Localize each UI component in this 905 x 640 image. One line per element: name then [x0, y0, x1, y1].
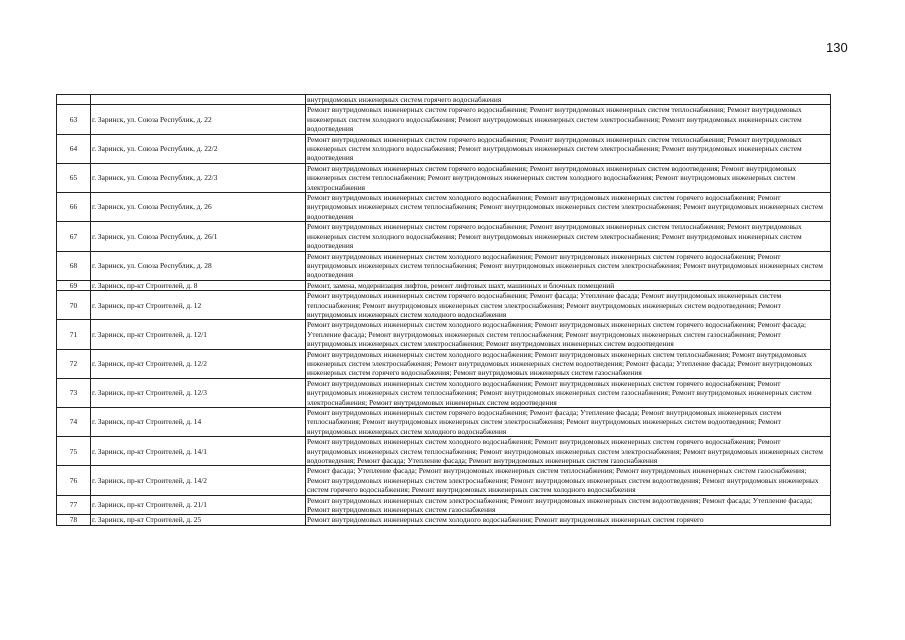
- cell-address: г. Заринск, ул. Союза Республик, д. 26/1: [91, 222, 306, 251]
- cell-address: г. Заринск, ул. Союза Республик, д. 28: [91, 251, 306, 280]
- cell-address: г. Заринск, ул. Союза Республик, д. 22: [91, 105, 306, 134]
- page-number: 130: [826, 40, 848, 55]
- cell-works: внутридомовых инженерных систем горячего водоснабжения: [306, 95, 831, 105]
- cell-address: г. Заринск, пр-кт Строителей, д. 14: [91, 408, 306, 437]
- table-row: [57, 280, 831, 290]
- table-row: [57, 105, 831, 134]
- cell-works: Ремонт внутридомовых инженерных систем электроснабжения; Ремонт внутридомовых инженерных систем водоотведения; Ремонт фасада; Утепление фасада; Ремонт внутридомовых инженерных систем газоснабжения: [306, 495, 831, 515]
- cell-num: 68: [57, 251, 91, 280]
- cell-works: Ремонт, замена, модернизация лифтов, ремонт лифтовых шахт, машинных и блочных помещений: [306, 280, 831, 290]
- cell-num: 71: [57, 320, 91, 349]
- cell-address: г. Заринск, пр-кт Строителей, д. 12: [91, 291, 306, 320]
- table-body: [57, 95, 831, 526]
- cell-num: 76: [57, 466, 91, 495]
- table-row: [57, 495, 831, 515]
- cell-works: Ремонт внутридомовых инженерных систем горячего водоснабжения; Ремонт фасада; Утепление фасада; Ремонт внутридомовых инженерных систем теплоснабжения; Ремонт внутридомовых инженерных систем электроснабжения; Ремонт внутридомовых инженерных систем водоотведения; Ремонт внутридомовых инженерных систем холодного водоснабжения: [306, 408, 831, 437]
- cell-num: 72: [57, 349, 91, 378]
- table-row: [57, 291, 831, 320]
- cell-address: [91, 95, 306, 105]
- cell-address: г. Заринск, пр-кт Строителей, д. 14/2: [91, 466, 306, 495]
- cell-works: Ремонт внутридомовых инженерных систем холодного водоснабжения; Ремонт внутридомовых инженерных систем горячего водоснабжения; Ремонт фасада; Утепление фасада; Ремонт внутридомовых инженерных систем теплоснабжения; Ремонт внутридомовых инженерных систем газоснабжения; Ремонт внутридомовых инженерных систем электроснабжения; Ремонт внутридомовых инженерных систем водоотведения: [306, 320, 831, 349]
- cell-works: Ремонт внутридомовых инженерных систем горячего водоснабжения; Ремонт внутридомовых инженерных систем теплоснабжения; Ремонт внутридомовых инженерных систем холодного водоснабжения; Ремонт внутридомовых инженерных систем электроснабжения; Ремонт внутридомовых инженерных систем водоотведения: [306, 105, 831, 134]
- cell-address: г. Заринск, ул. Союза Республик, д. 26: [91, 193, 306, 222]
- cell-num: 74: [57, 408, 91, 437]
- cell-works: Ремонт внутридомовых инженерных систем холодного водоснабжения; Ремонт внутридомовых инженерных систем теплоснабжения; Ремонт внутридомовых инженерных систем электроснабжения; Ремонт внутридомовых инженерных систем водоотведения; Ремонт фасада; Утепление фасада; Ремонт внутридомовых инженерных систем горячего водоснабжения; Ремонт внутридомовых инженерных систем газоснабжения: [306, 349, 831, 378]
- cell-num: 63: [57, 105, 91, 134]
- cell-num: [57, 95, 91, 105]
- cell-address: г. Заринск, пр-кт Строителей, д. 25: [91, 515, 306, 525]
- cell-num: 64: [57, 134, 91, 163]
- table-row: [57, 251, 831, 280]
- cell-works: Ремонт внутридомовых инженерных систем горячего водоснабжения; Ремонт внутридомовых инженерных систем теплоснабжения; Ремонт внутридомовых инженерных систем холодного водоснабжения; Ремонт внутридомовых инженерных систем электроснабжения; Ремонт внутридомовых инженерных систем водоотведения: [306, 222, 831, 251]
- cell-works: Ремонт внутридомовых инженерных систем горячего водоснабжения; Ремонт фасада; Утепление фасада; Ремонт внутридомовых инженерных систем теплоснабжения; Ремонт внутридомовых инженерных систем электроснабжения; Ремонт внутридомовых инженерных систем водоотведения; Ремонт внутридомовых инженерных систем холодного водоснабжения: [306, 291, 831, 320]
- cell-works: Ремонт внутридомовых инженерных систем холодного водоснабжения; Ремонт внутридомовых инженерных систем горячего водоснабжения; Ремонт внутридомовых инженерных систем теплоснабжения; Ремонт внутридомовых инженерных систем газоснабжения; Ремонт внутридомовых инженерных систем электроснабжения; Ремонт внутридомовых инженерных систем водоотведения: [306, 378, 831, 407]
- cell-address: г. Заринск, пр-кт Строителей, д. 14/1: [91, 437, 306, 466]
- cell-works: Ремонт внутридомовых инженерных систем холодного водоснабжения; Ремонт внутридомовых инженерных систем горячего водоснабжения; Ремонт внутридомовых инженерных систем теплоснабжения; Ремонт внутридомовых инженерных систем электроснабжения; Ремонт внутридомовых инженерных систем водоотведения: [306, 251, 831, 280]
- cell-address: г. Заринск, ул. Союза Республик, д. 22/2: [91, 134, 306, 163]
- cell-num: 67: [57, 222, 91, 251]
- cell-works: Ремонт внутридомовых инженерных систем горячего водоснабжения; Ремонт внутридомовых инженерных систем теплоснабжения; Ремонт внутридомовых инженерных систем холодного водоснабжения; Ремонт внутридомовых инженерных систем электроснабжения; Ремонт внутридомовых инженерных систем водоотведения: [306, 134, 831, 163]
- cell-num: 78: [57, 515, 91, 525]
- table-row: [57, 163, 831, 192]
- table-row: [57, 515, 831, 525]
- cell-works: Ремонт внутридомовых инженерных систем горячего водоснабжения; Ремонт внутридомовых инженерных систем водоотведения; Ремонт внутридомовых инженерных систем теплоснабжения; Ремонт внутридомовых инженерных систем холодного водоснабжения; Ремонт внутридомовых инженерных систем электроснабжения: [306, 163, 831, 192]
- table-row: [57, 349, 831, 378]
- cell-works: Ремонт внутридомовых инженерных систем холодного водоснабжения; Ремонт внутридомовых инженерных систем горячего водоснабжения; Ремонт внутридомовых инженерных систем теплоснабжения; Ремонт внутридомовых инженерных систем электроснабжения; Ремонт внутридомовых инженерных систем водоотведения: [306, 193, 831, 222]
- cell-num: 69: [57, 280, 91, 290]
- table-row: [57, 134, 831, 163]
- cell-num: 77: [57, 495, 91, 515]
- cell-works: Ремонт фасада; Утепление фасада; Ремонт внутридомовых инженерных систем теплоснабжения; Ремонт внутридомовых инженерных систем газоснабжения; Ремонт внутридомовых инженерных систем электроснабжения; Ремонт внутридомовых инженерных систем водоотведения; Ремонт внутридомовых инженерных систем горячего водоснабжения; Ремонт внутридомовых инженерных систем холодного водоснабжения: [306, 466, 831, 495]
- registry-table: [56, 94, 831, 526]
- table-row: [57, 408, 831, 437]
- table-row: [57, 437, 831, 466]
- cell-address: г. Заринск, ул. Союза Республик, д. 22/3: [91, 163, 306, 192]
- cell-works: Ремонт внутридомовых инженерных систем холодного водоснабжения; Ремонт внутридомовых инженерных систем горячего водоснабжения; Ремонт внутридомовых инженерных систем теплоснабжения; Ремонт внутридомовых инженерных систем электроснабжения; Ремонт внутридомовых инженерных систем водоотведения; Ремонт фасада; Утепление фасада; Ремонт внутридомовых инженерных систем газоснабжения: [306, 437, 831, 466]
- cell-works: Ремонт внутридомовых инженерных систем холодного водоснабжения; Ремонт внутридомовых инженерных систем горячего: [306, 515, 831, 525]
- cell-address: г. Заринск, пр-кт Строителей, д. 12/2: [91, 349, 306, 378]
- cell-address: г. Заринск, пр-кт Строителей, д. 12/3: [91, 378, 306, 407]
- cell-num: 75: [57, 437, 91, 466]
- table-row-continuation: [57, 95, 831, 105]
- cell-address: г. Заринск, пр-кт Строителей, д. 8: [91, 280, 306, 290]
- cell-num: 66: [57, 193, 91, 222]
- table-row: [57, 320, 831, 349]
- cell-num: 70: [57, 291, 91, 320]
- table-row: [57, 378, 831, 407]
- table-row: [57, 466, 831, 495]
- cell-address: г. Заринск, пр-кт Строителей, д. 12/1: [91, 320, 306, 349]
- table-row: [57, 222, 831, 251]
- table-row: [57, 193, 831, 222]
- cell-address: г. Заринск, пр-кт Строителей, д. 21/1: [91, 495, 306, 515]
- cell-num: 65: [57, 163, 91, 192]
- cell-num: 73: [57, 378, 91, 407]
